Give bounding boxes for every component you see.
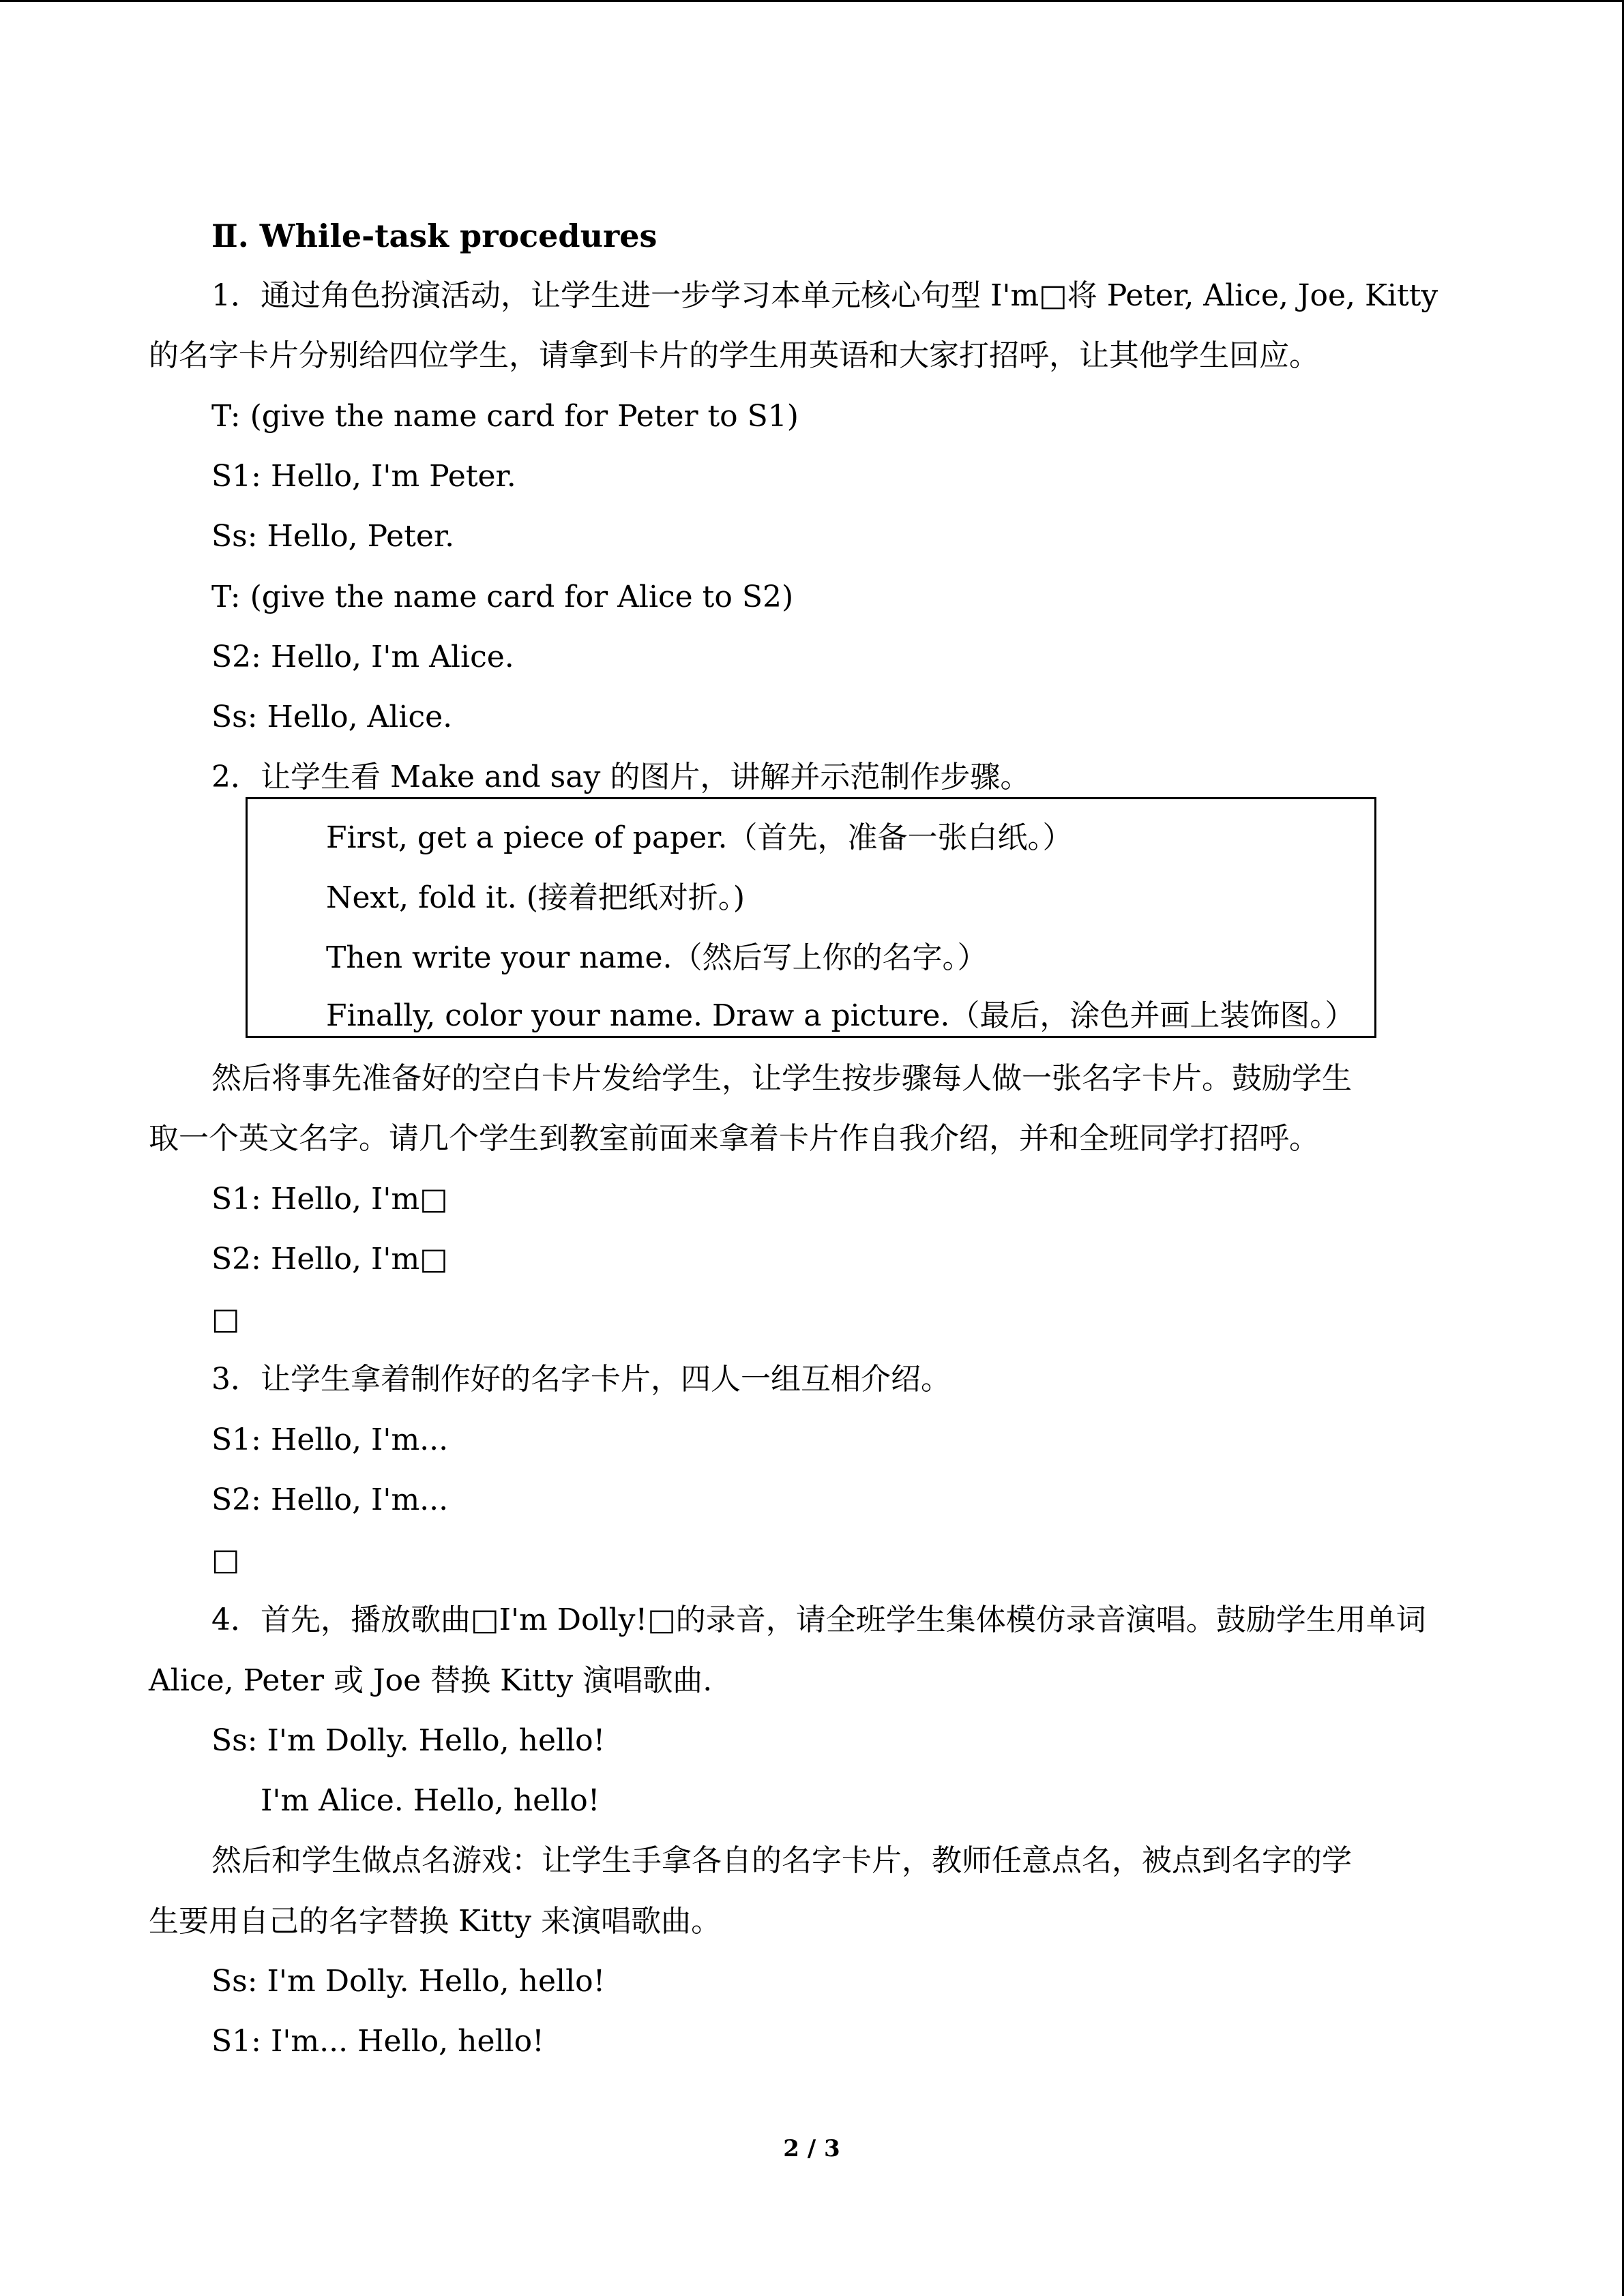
item4-line2: Alice, Peter 或 Joe 替换 Kitty 演唱歌曲.: [149, 1663, 713, 1698]
item2-text: 2．让学生看 Make and say 的图片，讲解并示范制作步骤。: [211, 760, 1031, 794]
song-line: Ss: I'm Dolly. Hello, hello!: [211, 1723, 606, 1758]
dialogue1-line: Ss: Hello, Peter.: [211, 519, 455, 554]
dialogue2-line: S1: Hello, I'm□: [211, 1182, 448, 1217]
step-line: Then write your name.（然后写上你的名字。）: [326, 940, 988, 975]
para4-line2: 生要用自己的名字替换 Kitty 来演唱歌曲。: [149, 1904, 722, 1939]
dialogue3-line: S2: Hello, I'm...: [211, 1482, 449, 1517]
page-number: 2 / 3: [783, 2135, 840, 2162]
item1-line1: 1．通过角色扮演活动，让学生进一步学习本单元核心句型 I'm□将 Peter, Alice, Joe, Kitty: [211, 278, 1438, 313]
item1-line2: 的名字卡片分别给四位学生，请拿到卡片的学生用英语和大家打招呼，让其他学生回应。: [149, 338, 1319, 373]
dialogue1-line: S1: Hello, I'm Peter.: [211, 459, 516, 494]
dialogue1-line: S2: Hello, I'm Alice.: [211, 640, 514, 674]
dialogue3-line: S1: Hello, I'm...: [211, 1422, 449, 1457]
dialogue1-line: T: (give the name card for Alice to S2): [211, 580, 794, 614]
dialogue1-line: T: (give the name card for Peter to S1): [211, 399, 799, 434]
step-line: Next, fold it. (接着把纸对折。): [326, 880, 745, 915]
para2-line2: 取一个英文名字。请几个学生到教室前面来拿着卡片作自我介绍，并和全班同学打招呼。: [149, 1121, 1319, 1156]
song2-line: Ss: I'm Dolly. Hello, hello!: [211, 1964, 606, 1999]
para4-line1: 然后和学生做点名游戏：让学生手拿各自的名字卡片，教师任意点名，被点到名字的学: [211, 1843, 1352, 1878]
item3-text: 3．让学生拿着制作好的名字卡片，四人一组互相介绍。: [211, 1362, 951, 1397]
dialogue3-line: □: [211, 1542, 240, 1577]
song-line: I'm Alice. Hello, hello!: [261, 1783, 600, 1818]
step-line: Finally, color your name. Draw a picture.（最后，涂色并画上装饰图。）: [326, 998, 1355, 1033]
page-frame-top: [0, 0, 1624, 2]
dialogue1-line: Ss: Hello, Alice.: [211, 700, 453, 734]
dialogue2-line: □: [211, 1302, 240, 1337]
dialogue2-line: S2: Hello, I'm□: [211, 1242, 448, 1277]
item4-line1: 4．首先，播放歌曲□I'm Dolly!□的录音，请全班学生集体模仿录音演唱。鼓励学生用单词: [211, 1602, 1426, 1637]
step-line: First, get a piece of paper.（首先，准备一张白纸。）: [326, 820, 1073, 855]
section-heading: Ⅱ. While-task procedures: [211, 218, 658, 254]
para2-line1: 然后将事先准备好的空白卡片发给学生，让学生按步骤每人做一张名字卡片。鼓励学生: [211, 1061, 1352, 1096]
song2-line: S1: I'm... Hello, hello!: [211, 2024, 544, 2059]
